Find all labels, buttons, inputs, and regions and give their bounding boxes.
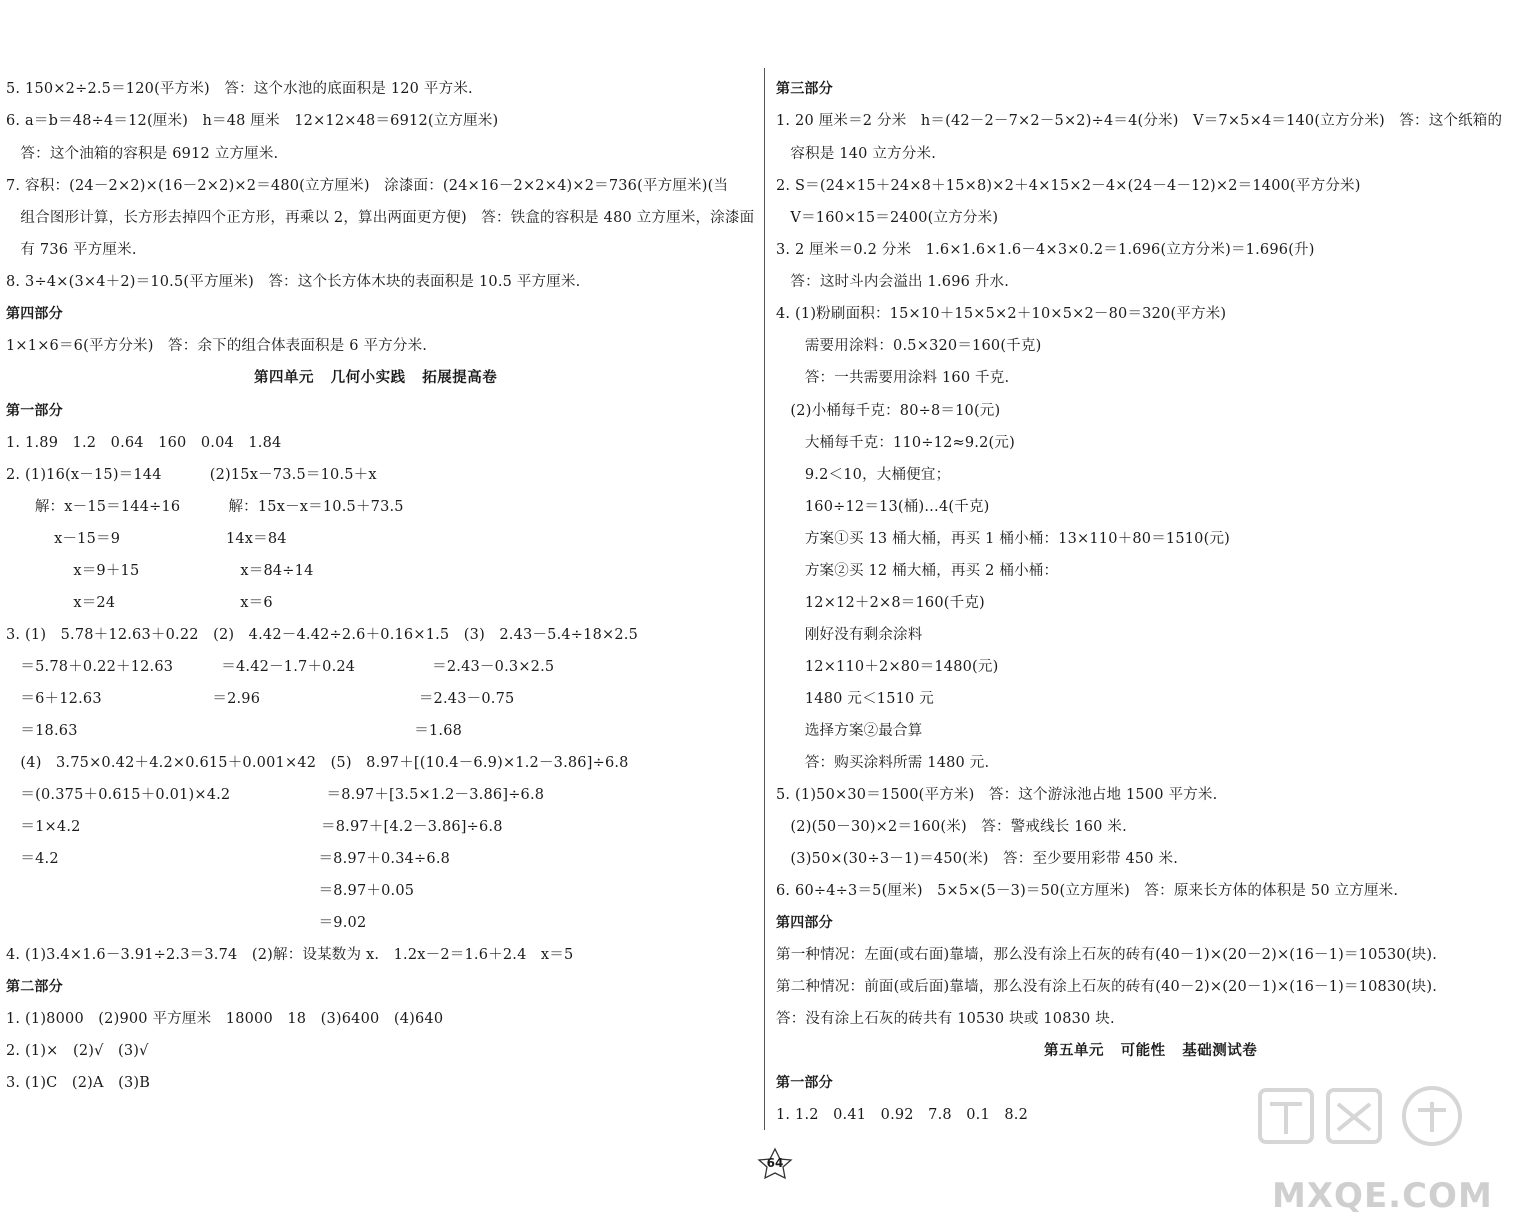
- answer-line: 6. 60÷4÷3＝5(厘米) 5×5×(5－3)＝50(立方厘米) 答：原来长方体的体积是 50 立方厘米.: [776, 883, 1399, 899]
- answer-line: 第二种情况：前面(或后面)靠墙，那么没有涂上石灰的砖有(40－2)×(20－1)×(16－1)＝10830(块).: [776, 979, 1438, 995]
- answer-line: 3. 2 厘米＝0.2 分米 1.6×1.6×1.6－4×3×0.2＝1.696(立方分米)＝1.696(升): [776, 242, 1315, 258]
- answer-line: 刚好没有剩余涂料: [776, 627, 923, 643]
- answer-line: 1×1×6＝6(平方分米) 答：余下的组合体表面积是 6 平方分米.: [6, 338, 428, 354]
- answer-line: x－15＝9 14x＝84: [6, 531, 287, 547]
- answer-line: 答：一共需要用涂料 160 千克.: [776, 370, 1010, 386]
- answer-line: 5. 150×2÷2.5＝120(平方米) 答：这个水池的底面积是 120 平方米.: [6, 81, 473, 97]
- section-heading: 第四部分: [776, 915, 833, 931]
- unit-title: 第四单元 几何小实践 拓展提高卷: [254, 370, 498, 386]
- answer-line: 容积是 140 立方分米.: [776, 146, 937, 162]
- answer-line: 大桶每千克：110÷12≈9.2(元): [776, 435, 1015, 451]
- answer-line: 4. (1)粉刷面积：15×10＋15×5×2＋10×5×2－80＝320(平方米): [776, 306, 1227, 322]
- answer-line: ＝6＋12.63 ＝2.96 ＝2.43－0.75: [6, 691, 515, 707]
- unit-title: 第五单元 可能性 基础测试卷: [1044, 1043, 1258, 1059]
- answer-line: 方案②买 12 桶大桶，再买 2 桶小桶：: [776, 563, 1059, 579]
- answer-line: 第一种情况：左面(或右面)靠墙，那么没有涂上石灰的砖有(40－1)×(20－2)×(16－1)＝10530(块).: [776, 947, 1438, 963]
- section-heading: 第四部分: [6, 306, 63, 322]
- answer-line: (2)(50－30)×2＝160(米) 答：警戒线长 160 米.: [776, 819, 1127, 835]
- answer-line: 5. (1)50×30＝1500(平方米) 答：这个游泳池占地 1500 平方米.: [776, 787, 1218, 803]
- answer-line: 解：x－15＝144÷16 解：15x－x＝10.5＋73.5: [6, 499, 404, 515]
- answer-line: ＝9.02: [6, 915, 367, 931]
- answer-line: 3. (1)C (2)A (3)B: [6, 1075, 151, 1091]
- answer-line: ＝18.63 ＝1.68: [6, 723, 463, 739]
- answer-line: 答：没有涂上石灰的砖共有 10530 块或 10830 块.: [776, 1011, 1115, 1027]
- answer-line: 9.2＜10，大桶便宜；: [776, 467, 951, 483]
- answer-line: 7. 容积：(24－2×2)×(16－2×2)×2＝480(立方厘米) 涂漆面：(24×16－2×2×4)×2＝736(平方厘米)(当: [6, 178, 729, 194]
- page-number: 64: [766, 1156, 784, 1170]
- answer-line: 2. (1)16(x－15)＝144 (2)15x－73.5＝10.5＋x: [6, 467, 377, 483]
- answer-line: ＝4.2 ＝8.97＋0.34÷6.8: [6, 851, 451, 867]
- answer-line: 6. a＝b＝48÷4＝12(厘米) h＝48 厘米 12×12×48＝6912(立方厘米): [6, 113, 499, 129]
- answer-line: V＝160×15＝2400(立方分米): [776, 210, 999, 226]
- answer-line: 4. (1)3.4×1.6－3.91÷2.3＝3.74 (2)解：设某数为 x. 1.2x－2＝1.6＋2.4 x＝5: [6, 947, 574, 963]
- answer-line: 160÷12＝13(桶)…4(千克): [776, 499, 990, 515]
- answer-line: ＝(0.375＋0.615＋0.01)×4.2 ＝8.97＋[3.5×1.2－3.86]÷6.8: [6, 787, 545, 803]
- answer-line: 12×12＋2×8＝160(千克): [776, 595, 985, 611]
- page-number-badge: [753, 1147, 797, 1181]
- answer-line: ＝8.97＋0.05: [6, 883, 415, 899]
- answer-line: 答：购买涂料所需 1480 元.: [776, 755, 990, 771]
- answer-line: 2. S＝(24×15＋24×8＋15×8)×2＋4×15×2－4×(24－4－12)×2＝1400(平方分米): [776, 178, 1361, 194]
- answer-line: (3)50×(30÷3－1)＝450(米) 答：至少要用彩带 450 米.: [776, 851, 1179, 867]
- answer-line: 1. 1.89 1.2 0.64 160 0.04 1.84: [6, 435, 282, 451]
- answer-line: 1. 20 厘米＝2 分米 h＝(42－2－7×2－5×2)÷4＝4(分米) V＝7×5×4＝140(立方分米) 答：这个纸箱的: [776, 113, 1503, 129]
- answer-line: 需要用涂料：0.5×320＝160(千克): [776, 338, 1042, 354]
- answer-line: x＝9＋15 x＝84÷14: [6, 563, 314, 579]
- answer-line: ＝1×4.2 ＝8.97＋[4.2－3.86]÷6.8: [6, 819, 503, 835]
- answer-line: 有 736 平方厘米.: [6, 242, 137, 258]
- answer-line: (2)小桶每千克：80÷8＝10(元): [776, 403, 1001, 419]
- answer-line: 8. 3÷4×(3×4＋2)＝10.5(平方厘米) 答：这个长方体木块的表面积是 10.5 平方厘米.: [6, 274, 581, 290]
- answer-line: 方案①买 13 桶大桶，再买 1 桶小桶：13×110＋80＝1510(元): [776, 531, 1231, 547]
- section-heading: 第三部分: [776, 81, 833, 97]
- answer-line: 组合图形计算，长方形去掉四个正方形，再乘以 2，算出两面更方便) 答：铁盒的容积是 480 立方厘米，涂漆面: [6, 210, 755, 226]
- answer-line: 2. (1)× (2)√ (3)√: [6, 1043, 149, 1059]
- watermark-text: MXQE.COM: [1272, 1176, 1493, 1216]
- answer-line: 答：这时斗内会溢出 1.696 升水.: [776, 274, 1010, 290]
- answer-line: 选择方案②最合算: [776, 723, 923, 739]
- answer-line: 答：这个油箱的容积是 6912 立方厘米.: [6, 146, 279, 162]
- section-heading: 第一部分: [6, 403, 63, 419]
- answer-line: 12×110＋2×80＝1480(元): [776, 659, 999, 675]
- section-heading: 第二部分: [6, 979, 63, 995]
- answer-line: 1. (1)8000 (2)900 平方厘米 18000 18 (3)6400 (4)640: [6, 1011, 444, 1027]
- section-heading: 第一部分: [776, 1075, 833, 1091]
- answer-line: 1. 1.2 0.41 0.92 7.8 0.1 8.2: [776, 1107, 1028, 1123]
- column-divider: [764, 68, 765, 1130]
- answer-line: x＝24 x＝6: [6, 595, 273, 611]
- answer-line: 1480 元＜1510 元: [776, 691, 934, 707]
- answer-line: 3. (1) 5.78＋12.63＋0.22 (2) 4.42－4.42÷2.6＋0.16×1.5 (3) 2.43－5.4÷18×2.5: [6, 627, 639, 643]
- answer-line: ＝5.78＋0.22＋12.63 ＝4.42－1.7＋0.24 ＝2.43－0.3×2.5: [6, 659, 555, 675]
- answer-line: (4) 3.75×0.42＋4.2×0.615＋0.001×42 (5) 8.97＋[(10.4－6.9)×1.2－3.86]÷6.8: [6, 755, 629, 771]
